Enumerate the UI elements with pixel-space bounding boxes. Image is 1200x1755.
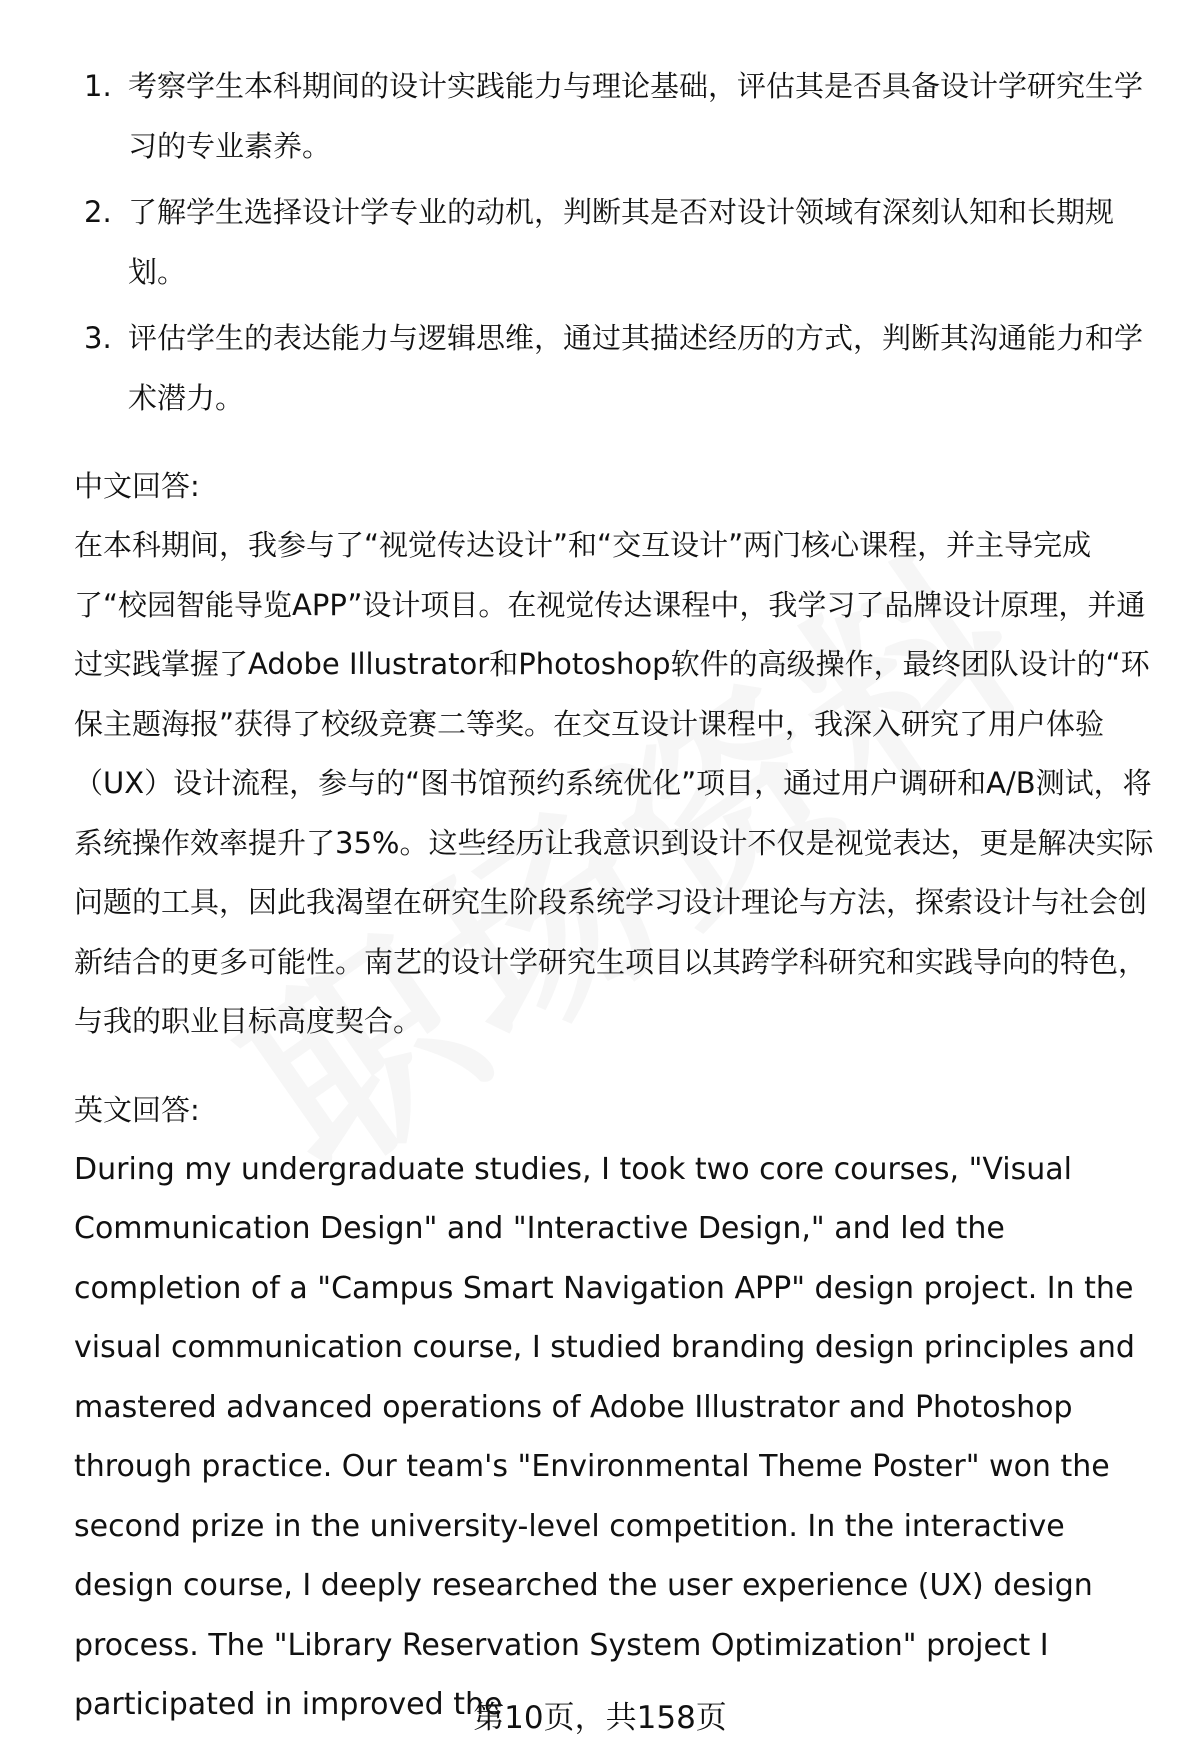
list-item-text: 评估学生的表达能力与逻辑思维，通过其描述经历的方式，判断其沟通能力和学术潜力。: [128, 321, 1144, 415]
english-answer-text: During my undergraduate studies, I took two core courses, "Visual Communication Design" and "Interactive Design," and led the completion of a "Campus Smart Navigation APP" design project. In the visual communication course, I studied branding design principles and mastered advanced operations of Adobe Illustrator and Photoshop through practice. Our team's "Environmental Theme Poster" won the second prize in the university-level competition. In the interactive design course, I deeply researched the user experience (UX) design process. The "Library Reservation System Optimization" project I participated in improved the: [74, 1151, 1135, 1722]
english-answer-label: 英文回答:: [74, 1092, 200, 1127]
list-number: 3.: [84, 321, 112, 355]
list-item: [74, 182, 1154, 302]
chinese-answer-label: 中文回答:: [74, 469, 200, 503]
list-item-text: 考察学生本科期间的设计实践能力与理论基础，评估其是否具备设计学研究生学习的专业素养。: [128, 69, 1144, 163]
page-content: [74, 56, 1154, 1735]
chinese-answer-text: 在本科期间，我参与了“视觉传达设计”和“交互设计”两门核心课程，并主导完成了“校园智能导览APP”设计项目。在视觉传达课程中，我学习了品牌设计原理，并通过实践掌握了Adobe Illustrator和Photoshop软件的高级操作，最终团队设计的“环保主题海报”获得了校级竞赛二等奖。在交互设计课程中，我深入研究了用户体验（UX）设计流程，参与的“图书馆预约系统优化”项目，通过用户调研和A/B测试，将系统操作效率提升了35%。这些经历让我意识到设计不仅是视觉表达，更是解决实际问题的工具，因此我渴望在研究生阶段系统学习设计理论与方法，探索设计与社会创新结合的更多可能性。南艺的设计学研究生项目以其跨学科研究和实践导向的特色，与我的职业目标高度契合。: [74, 528, 1154, 1038]
page-number: 第10页，共158页: [473, 1700, 727, 1736]
list-item: [74, 56, 1154, 176]
list-item-text: 了解学生选择设计学专业的动机，判断其是否对设计领域有深刻认知和长期规划。: [128, 195, 1115, 289]
objectives-list: [74, 56, 1154, 428]
list-item: [74, 308, 1154, 428]
list-number: 2.: [84, 195, 112, 229]
list-number: 1.: [84, 69, 112, 103]
